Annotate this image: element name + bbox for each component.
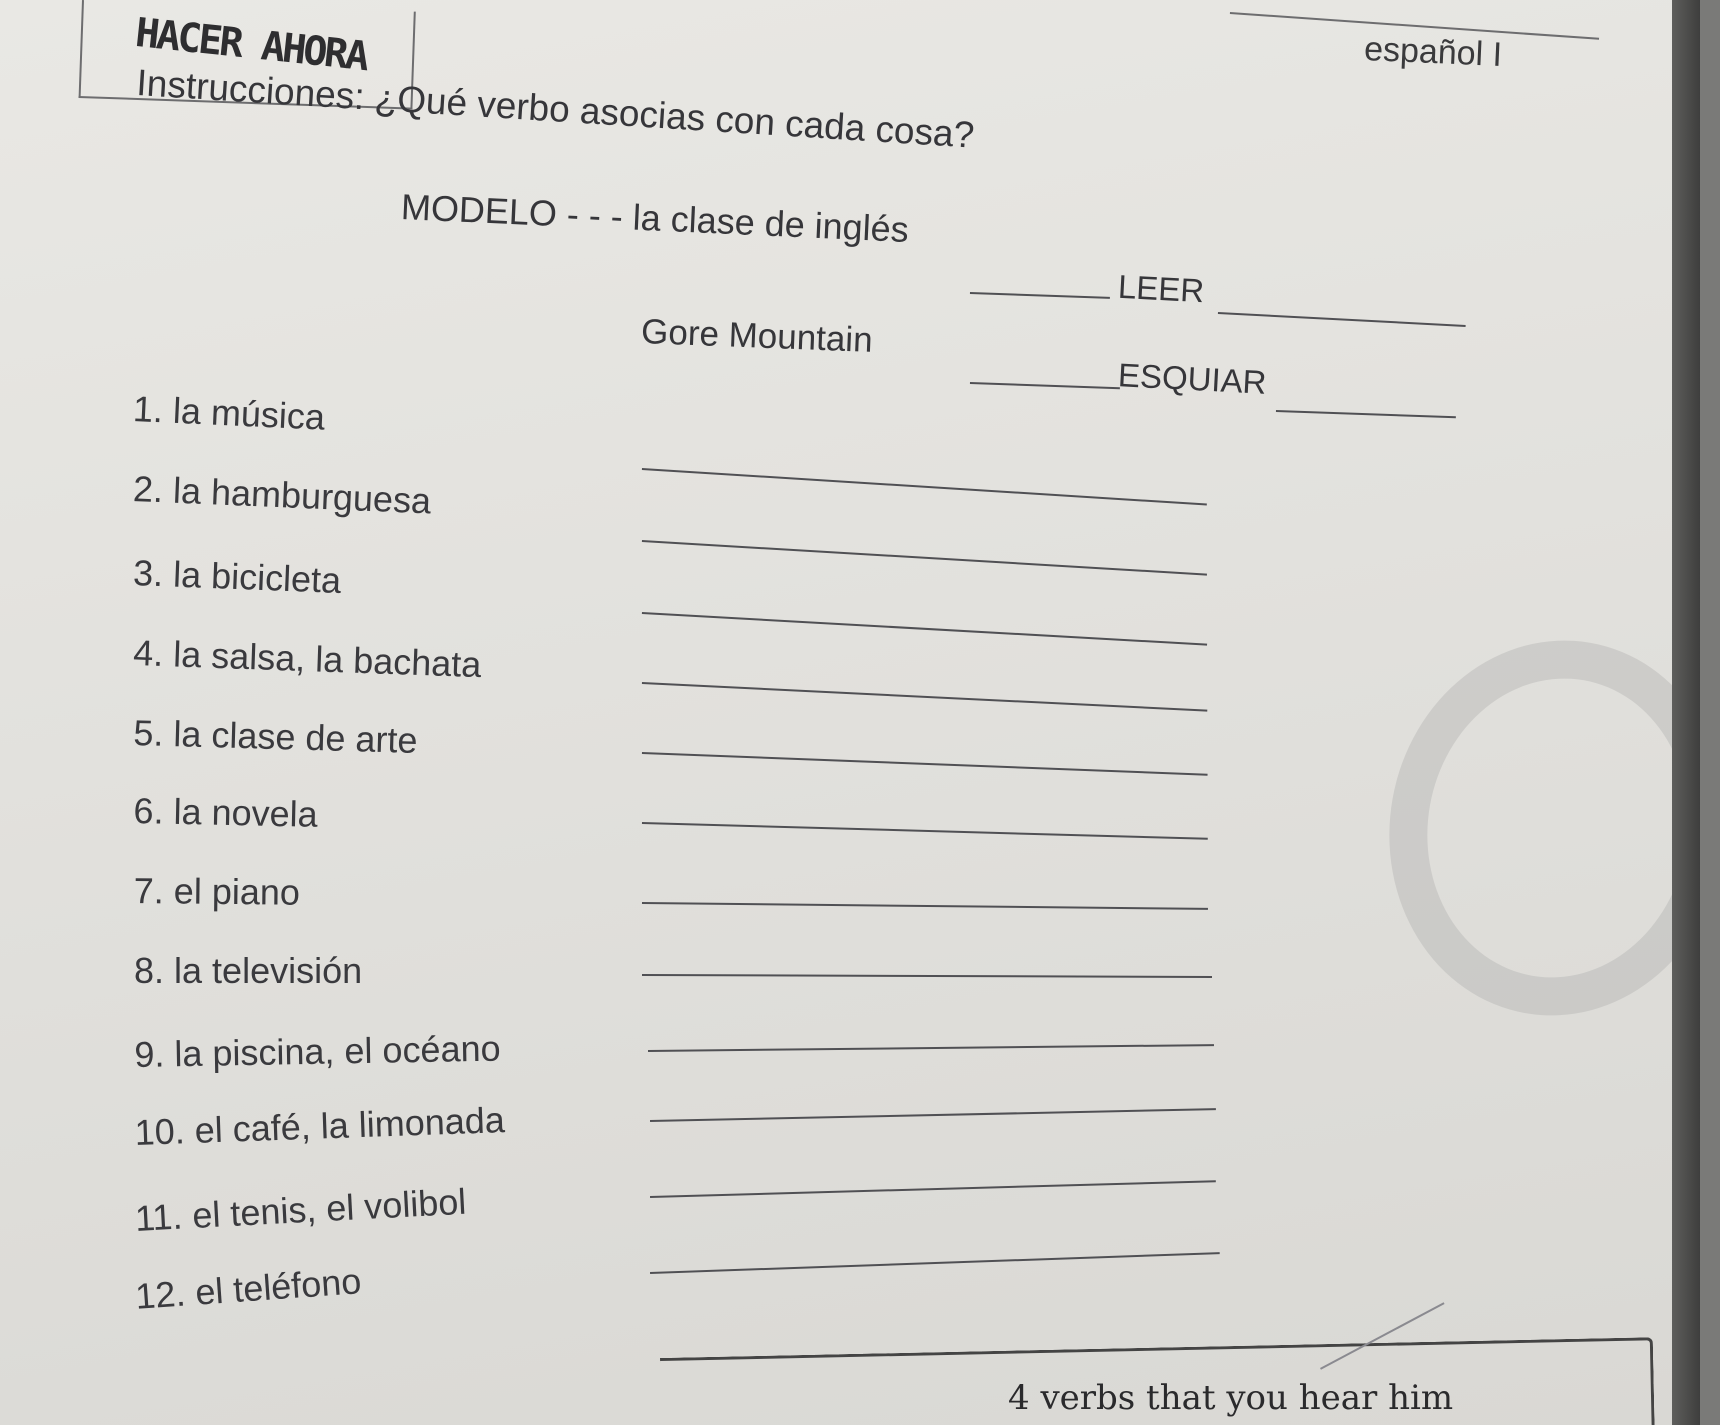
answer-line-7[interactable] <box>642 902 1208 910</box>
answer-line-9[interactable] <box>648 1044 1214 1052</box>
list-item-10: 10. el café, la limonada <box>134 1099 506 1153</box>
model-answer-line-right-2 <box>1276 410 1456 418</box>
list-item-11: 11. el tenis, el volibol <box>134 1180 468 1239</box>
answer-line-11[interactable] <box>650 1180 1216 1198</box>
answer-line-2[interactable] <box>642 540 1207 576</box>
answer-line-6[interactable] <box>642 822 1208 840</box>
model-answer-line-left <box>970 292 1110 299</box>
model-example-label: MODELO - - - la clase de inglés <box>400 186 910 251</box>
coffee-stain <box>1360 614 1700 1043</box>
answer-line-3[interactable] <box>642 612 1207 646</box>
course-label: español I <box>1363 30 1503 74</box>
list-item-4: 4. la salsa, la bachata <box>132 632 483 686</box>
list-item-8: 8. la televisión <box>134 950 363 991</box>
instructions-text: Instrucciones: ¿Qué verbo asocias con cada cosa? <box>135 62 976 156</box>
answer-line-10[interactable] <box>650 1108 1216 1122</box>
list-item-12: 12. el teléfono <box>134 1260 363 1317</box>
list-item-5: 5. la clase de arte <box>132 712 419 761</box>
model-answer-esquiar: ESQUIAR <box>1117 356 1268 401</box>
list-item-1: 1. la música <box>132 388 326 438</box>
answer-line-5[interactable] <box>642 752 1208 776</box>
page-title: HACER AHORA <box>133 10 369 80</box>
answer-line-1[interactable] <box>642 468 1207 506</box>
model-example-2: Gore Mountain <box>640 312 874 360</box>
list-item-9: 9. la piscina, el océano <box>134 1027 501 1075</box>
next-section-text: 4 verbs that you hear him <box>1008 1378 1454 1418</box>
answer-line-12[interactable] <box>650 1252 1220 1274</box>
answer-line-8[interactable] <box>642 974 1212 978</box>
list-item-6: 6. la novela <box>133 790 319 835</box>
list-item-7: 7. el piano <box>133 870 301 913</box>
model-answer-leer: LEER <box>1117 267 1206 310</box>
page-edge-shadow <box>1672 0 1700 1425</box>
model-answer-line-left-2 <box>970 382 1120 389</box>
answer-line-4[interactable] <box>642 682 1207 712</box>
model-answer-line-right <box>1218 312 1466 327</box>
list-item-2: 2. la hamburguesa <box>132 468 432 522</box>
list-item-3: 3. la bicicleta <box>132 552 342 601</box>
